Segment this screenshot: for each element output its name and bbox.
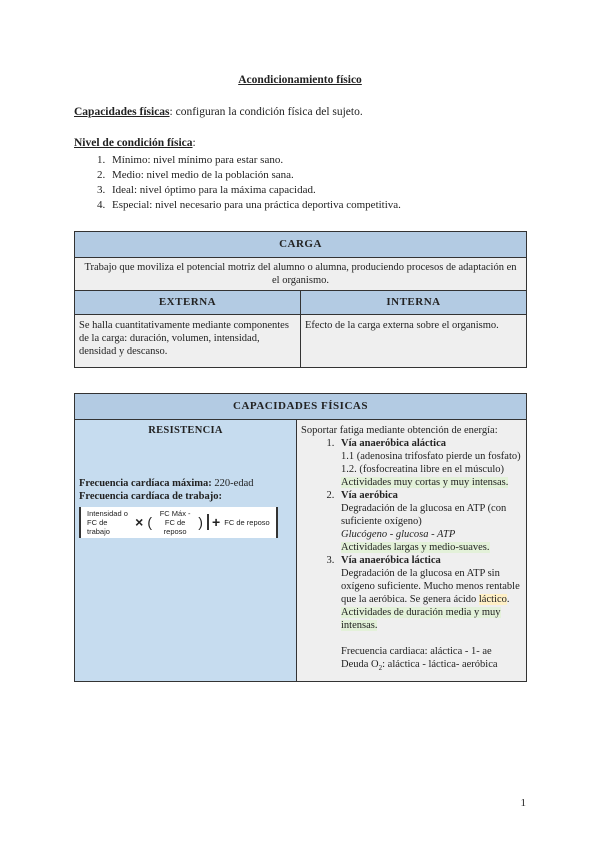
via-title: 1. Vía anaeróbica aláctica [341,438,446,449]
via-activity: Actividades largas y medio-suaves. [341,542,490,553]
via-text-after: . [506,594,510,605]
via-title: 3. Vía anaeróbica láctica [341,555,441,566]
fc-formula [79,507,278,538]
capacidades-table [74,393,527,682]
via-text-before: Degradación de la glucosa en ATP sin oxígeno suficiente. Mucho menos rentable que la aeróbica. Se genera ácido [341,568,520,605]
fc-line: Frecuencia cardiaca: aláctica - 1- ae [341,646,492,657]
carga-externa-header: EXTERNA [75,291,301,315]
carga-interna-text: Efecto de la carga externa sobre el organismo. [301,315,527,368]
nivel-heading: Nivel de condición física [74,137,193,149]
deuda-sub: 2 [378,664,383,673]
deuda-line [341,658,522,675]
multiply-icon: × [135,514,144,530]
via-italic: Glucógeno - glucosa - ATP [341,529,456,540]
nivel-item: 4. Especial: nivel necesario para una práctica deportiva competitiva. [108,198,401,213]
fc-trabajo-label: Frecuencia cardíaca de trabajo: [79,491,222,502]
formula-part-c: FC de reposo [224,518,270,527]
paren-close: ) [198,514,203,530]
capacidades-term: Capacidades físicas [74,106,170,118]
via-line: Degradación de la glucosa en ATP (con suficiente oxígeno) [341,503,507,527]
carga-table [74,231,527,368]
page-title: Acondicionamiento físico [238,74,362,86]
deuda-suffix: : aláctica - láctica- aeróbica [382,659,498,670]
via-item [337,437,522,489]
energia-intro: Soportar fatiga mediante obtención de energía: [301,425,498,436]
via-item [337,489,522,554]
via-activity: Actividades de duración media y muy intensas. [341,607,501,631]
capacidades-intro [74,106,363,118]
carga-externa-text: Se halla cuantitativamente mediante componentes de la carga: duración, volumen, intensidad, densidad y descanso. [75,315,301,368]
resistencia-title: RESISTENCIA [148,425,223,436]
plus-icon: + [207,514,220,530]
fc-max-label: Frecuencia cardíaca máxima: [79,478,212,489]
via-item [337,554,522,675]
nivel-item: 2. Medio: nivel medio de la población sana. [108,168,401,183]
vias-list [301,437,522,675]
via-line [341,567,522,606]
paren-open: ( [147,514,153,530]
resistencia-cell [75,420,297,682]
via-line: 1.2. (fosfocreatina libre en el músculo) [341,464,504,475]
nivel-heading-line [74,137,196,149]
capacidades-definition: : configuran la condición física del sujeto. [169,106,363,118]
carga-description: Trabajo que moviliza el potencial motriz del alumno o alumna, produciendo procesos de adaptación en el organismo. [75,258,527,291]
deuda-prefix: Deuda O [341,659,379,670]
lactico-highlight: láctico [478,594,507,605]
nivel-colon: : [192,137,196,149]
energia-cell [297,420,527,682]
nivel-list [74,153,401,213]
carga-interna-header: INTERNA [301,291,527,315]
via-line: 1.1 (adenosina trifosfato pierde un fosfato) [341,451,521,462]
formula-part-a: Intensidad o FC de trabajo [87,509,128,536]
capacidades-header: CAPACIDADES FÍSICAS [75,394,527,420]
nivel-item: 1. Mínimo: nivel mínimo para estar sano. [108,153,401,168]
via-title: 2. Vía aeróbica [341,490,398,501]
via-activity: Actividades muy cortas y muy intensas. [341,477,509,488]
formula-part-b: FC Máx - FC de reposo [159,509,191,536]
page-number: 1 [520,797,526,809]
carga-header: CARGA [75,232,527,258]
fc-max-value: 220-edad [211,478,254,489]
nivel-item: 3. Ideal: nivel óptimo para la máxima capacidad. [108,183,401,198]
